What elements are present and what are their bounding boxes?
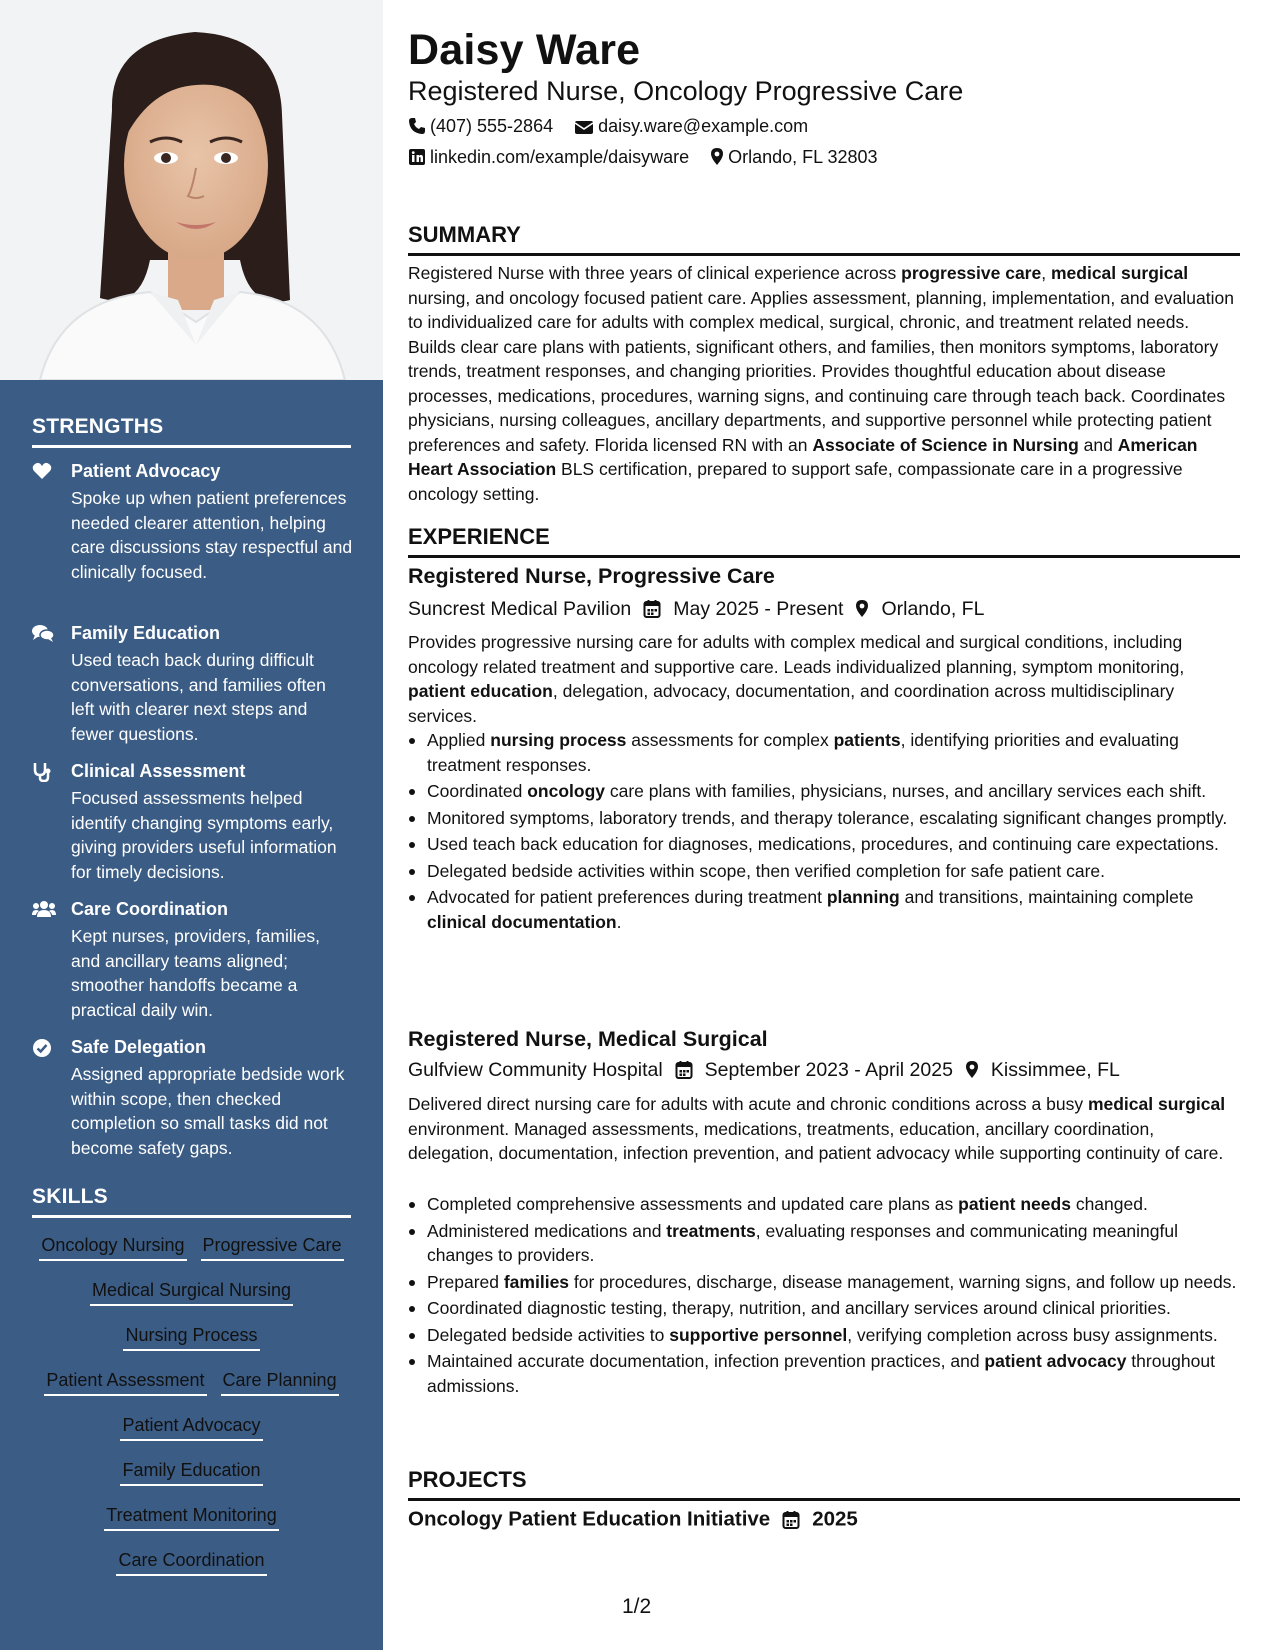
job-summary: Provides progressive nursing care for adults with complex medical and surgical conditions, including oncology related treatment and supportive care. Leads individualized planning, symptom monitoring, patient education, delegation, advocacy, documentation, and coordination across multidisciplinary services.	[408, 632, 1185, 726]
contact-row	[408, 144, 894, 169]
skill-tag: Nursing Process	[123, 1323, 259, 1351]
job-location: Orlando, FL	[881, 597, 985, 620]
list-item: Coordinated oncology care plans with families, physicians, nurses, and ancillary services each shift.	[408, 779, 1240, 804]
employer-name: Gulfview Community Hospital	[408, 1058, 663, 1081]
sidebar	[0, 0, 383, 1650]
contact-row	[408, 113, 824, 138]
job-meta	[408, 595, 984, 622]
strength-description: Used teach back during difficult conversations, and families often left with clearer next steps and fewer questions.	[71, 650, 326, 744]
email-contact[interactable]	[574, 114, 808, 138]
job-title: Registered Nurse, Medical Surgical	[408, 1027, 768, 1051]
profile-photo	[0, 0, 383, 380]
strengths-heading: STRENGTHS	[32, 415, 351, 448]
list-item: Advocated for patient preferences during treatment planning and transitions, maintaining complete clinical documentation.	[408, 885, 1240, 934]
calendar-icon	[643, 599, 661, 618]
job-meta	[408, 1056, 1120, 1083]
list-item: Delegated bedside activities to supportive personnel, verifying completion across busy assignments.	[408, 1323, 1240, 1348]
heart-icon	[32, 462, 54, 482]
map-marker-icon	[710, 147, 724, 166]
skill-tag: Treatment Monitoring	[104, 1503, 278, 1531]
strength-title: Clinical Assessment	[71, 761, 246, 781]
skills-heading: SKILLS	[32, 1185, 351, 1218]
job-bullets	[408, 728, 1240, 936]
employer-name: Suncrest Medical Pavilion	[408, 597, 632, 620]
skill-tag: Oncology Nursing	[39, 1233, 186, 1261]
job-location: Kissimmee, FL	[990, 1058, 1120, 1081]
job-title: Registered Nurse, Progressive Care	[408, 564, 775, 588]
skill-tag: Care Coordination	[116, 1548, 266, 1576]
calendar-icon	[782, 1510, 800, 1529]
phone-icon	[408, 117, 426, 135]
strength-title: Care Coordination	[71, 899, 229, 919]
job-bullets	[408, 1192, 1240, 1400]
candidate-title: Registered Nurse, Oncology Progressive Care	[408, 76, 964, 106]
list-item: Applied nursing process assessments for complex patients, identifying priorities and evaluating treatment responses.	[408, 728, 1240, 777]
phone-text: (407) 555-2864	[430, 116, 554, 137]
strength-description: Assigned appropriate bedside work within scope, then checked completion so small tasks did not become safety gaps.	[71, 1064, 345, 1158]
list-item: Used teach back education for diagnoses, medications, procedures, and continuing care expectations.	[408, 832, 1240, 857]
location-text: Orlando, FL 32803	[728, 147, 878, 168]
list-item: Delegated bedside activities within scope, then verified completion for safe patient care.	[408, 859, 1240, 884]
strength-title: Safe Delegation	[71, 1037, 207, 1057]
envelope-icon	[574, 119, 594, 135]
project-year: 2025	[812, 1507, 858, 1531]
job-dates: September 2023 - April 2025	[704, 1058, 953, 1081]
linkedin-icon	[408, 148, 426, 166]
list-item: Monitored symptoms, laboratory trends, and therapy tolerance, escalating significant changes promptly.	[408, 806, 1240, 831]
skill-tag: Patient Assessment	[44, 1368, 206, 1396]
check-circle-icon	[32, 1038, 54, 1058]
strength-title: Family Education	[71, 623, 221, 643]
list-item: Maintained accurate documentation, infection prevention practices, and patient advocacy throughout admissions.	[408, 1349, 1240, 1398]
comments-icon	[32, 624, 54, 644]
strength-description: Kept nurses, providers, families, and ancillary teams aligned; smoother handoffs became a practical daily win.	[71, 926, 320, 1020]
project-item	[408, 1506, 858, 1533]
job-dates: May 2025 - Present	[673, 597, 844, 620]
calendar-icon	[675, 1060, 693, 1079]
skill-tag: Medical Surgical Nursing	[90, 1278, 293, 1306]
list-item: Administered medications and treatments, evaluating responses and communicating meaningful changes to providers.	[408, 1219, 1240, 1268]
list-item: Prepared families for procedures, discharge, disease management, warning signs, and follow up needs.	[408, 1270, 1240, 1295]
linkedin-contact[interactable]	[408, 145, 689, 169]
email-text: daisy.ware@example.com	[598, 116, 809, 137]
map-marker-icon	[855, 599, 869, 618]
project-title: Oncology Patient Education Initiative	[408, 1507, 771, 1531]
strength-description: Spoke up when patient preferences needed clearer attention, helping care discussions stay respectful and clinically focused.	[71, 488, 353, 582]
page-number: 1/2	[622, 1595, 652, 1618]
skill-tag: Patient Advocacy	[120, 1413, 262, 1441]
job-summary: Delivered direct nursing care for adults with acute and chronic conditions across a busy medical surgical environment. Managed assessments, medications, treatments, education, ancillary coordination, delegation, documentation, infection prevention, and patient advocacy while supporting continuity of care.	[408, 1094, 1226, 1163]
summary-heading: SUMMARY	[408, 222, 1240, 256]
strength-description: Focused assessments helped identify changing symptoms early, giving providers useful information for timely decisions.	[71, 788, 337, 882]
experience-heading: EXPERIENCE	[408, 524, 1240, 558]
candidate-name: Daisy Ware	[408, 26, 641, 74]
list-item: Coordinated diagnostic testing, therapy, nutrition, and ancillary services around clinical priorities.	[408, 1296, 1240, 1321]
projects-heading: PROJECTS	[408, 1467, 1240, 1501]
summary-text: Registered Nurse with three years of clinical experience across progressive care, medical surgical nursing, and oncology focused patient care. Applies assessment, planning, implementation, and evaluation to individualized care for adults with complex medical, surgical, chronic, and treatment related needs. Builds clear care plans with patients, significant others, and families, then monitors symptoms, laboratory trends, treatment responses, and changing priorities. Provides thoughtful education about disease processes, medications, procedures, warning signs, and continuing care through teach back. Coordinates physicians, nursing colleagues, ancillary departments, and supportive personnel while protecting patient preferences and safety. Florida licensed RN with an Associate of Science in Nursing and American Heart Association BLS certification, prepared to support safe, compassionate care in a progressive oncology setting.	[408, 263, 1234, 504]
skill-tag: Family Education	[120, 1458, 262, 1486]
users-icon	[32, 900, 54, 920]
skill-tag: Progressive Care	[201, 1233, 344, 1261]
linkedin-text: linkedin.com/example/daisyware	[430, 147, 690, 168]
stethoscope-icon	[32, 762, 54, 782]
list-item: Completed comprehensive assessments and updated care plans as patient needs changed.	[408, 1192, 1240, 1217]
location-contact	[710, 145, 877, 169]
map-marker-icon	[965, 1060, 979, 1079]
phone-contact[interactable]	[408, 114, 553, 138]
skill-tag: Care Planning	[221, 1368, 339, 1396]
strength-title: Patient Advocacy	[71, 461, 221, 481]
